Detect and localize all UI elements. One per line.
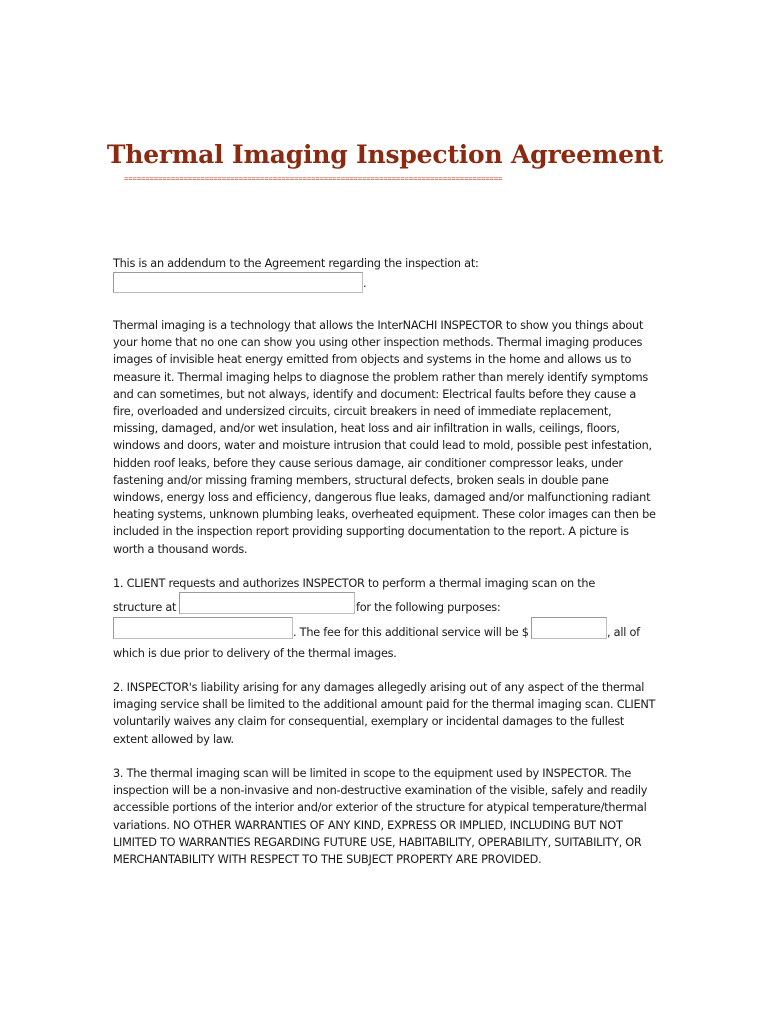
clause-1-line-end: which is due prior to delivery of the thermal images. <box>113 647 397 660</box>
intro-text: This is an addendum to the Agreement regarding the inspection at: <box>113 257 479 270</box>
clause-1-line-1: 1. CLIENT requests and authorizes INSPECTOR to perform a thermal imaging scan on the <box>113 577 596 590</box>
clause-1-structure-row <box>113 592 658 616</box>
intro-paragraph <box>113 255 658 272</box>
purposes-field[interactable] <box>113 617 293 639</box>
fee-text: . The fee for this additional service will be $ <box>293 626 529 639</box>
inspection-address-row <box>113 272 373 294</box>
inspection-address-field[interactable] <box>113 272 363 293</box>
fee-amount-field[interactable] <box>531 617 607 639</box>
clause-2-paragraph: 2. INSPECTOR's liability arising for any damages allegedly arising out of any aspect of the thermal imaging service shall be limited to the additional amount paid for the thermal imaging scan. CLIENT voluntarily waives any claim for consequential, exemplary or incidental damages to the fullest extent allowed by law. <box>113 681 656 746</box>
structure-address-field[interactable] <box>179 592 355 614</box>
clause-1-fee-row <box>113 617 658 641</box>
address-period: . <box>363 277 367 290</box>
clause-3-paragraph: 3. The thermal imaging scan will be limited in scope to the equipment used by INSPECTOR. The inspection will be a non-invasive and non-destructive examination of the visible, safely and readily accessible portions of the interior and/or exterior of the structure for atypical temperature/thermal variations. NO OTHER WARRANTIES OF ANY KIND, EXPRESS OR IMPLIED, INCLUDING BUT NOT LIMITED TO WARRANTIES REGARDING FUTURE USE, HABITABILITY, OPERABILITY, SUITABILITY, OR MERCHANTABILITY WITH RESPECT TO THE SUBJECT PROPERTY ARE PROVIDED. <box>113 767 648 867</box>
structure-at-label: structure at <box>113 601 177 614</box>
document-title: Thermal Imaging Inspection Agreement <box>106 140 664 169</box>
all-of-text: , all of <box>607 626 640 639</box>
thermal-imaging-paragraph: Thermal imaging is a technology that allows the InterNACHI INSPECTOR to show you things about your home that no one can show you using other inspection methods. Thermal imaging produces images of invisible heat energy emitted from objects and systems in the home and allows us to measure it. Thermal imaging helps to diagnose the problem rather than merely identify symptoms and can sometimes, but not always, identify and document: Electrical faults before they cause a fire, overloaded and undersized circuits, circuit breakers in need of immediate replacement, missing, damaged, and/or wet insulation, heat loss and air infiltration in walls, ceilings, floors, windows and doors, water and moisture intrusion that could lead to mold, possible pest infestation, hidden roof leaks, before they cause serious damage, air conditioner compressor leaks, under fastening and/or missing framing members, structural defects, broken seals in double pane windows, energy loss and efficiency, dangerous flue leaks, damaged and/or malfunctioning radiant heating systems, unknown plumbing leaks, overheated equipment. These color images can then be included in the inspection report providing supporting documentation to the report. A picture is worth a thousand words. <box>113 319 656 556</box>
title-divider: ========================================================================================= <box>124 174 503 183</box>
purposes-label: for the following purposes: <box>356 601 501 614</box>
